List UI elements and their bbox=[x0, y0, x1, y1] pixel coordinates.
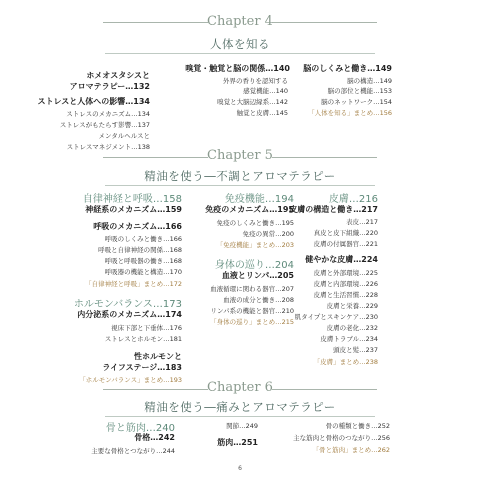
toc-entry[interactable]: 脳の構造…149 bbox=[347, 77, 392, 85]
toc-section[interactable]: ホルモンバランス…173 bbox=[73, 299, 182, 310]
toc-entry[interactable]: 脳のネットワーク…154 bbox=[321, 98, 392, 106]
toc-entry[interactable]: 免疫のメカニズム…195 bbox=[205, 205, 294, 214]
toc-entry[interactable]: 皮膚と栄養…229 bbox=[326, 302, 378, 310]
toc-entry[interactable]: 免疫のしくみと働き…195 bbox=[216, 219, 294, 227]
chapter-rule-left bbox=[103, 389, 208, 390]
toc-entry[interactable]: ストレスマネジメント…138 bbox=[66, 143, 150, 151]
toc-entry[interactable]: 皮膚と外部環境…225 bbox=[313, 269, 378, 277]
toc-entry[interactable]: 神経系のメカニズム…159 bbox=[85, 205, 182, 214]
toc-entry[interactable]: 皮膚の構造と働き…217 bbox=[289, 205, 378, 214]
chapter-4-title: 人体を知る bbox=[210, 37, 270, 51]
toc-entry[interactable]: 嗅覚・触覚と脳の関係…140 bbox=[185, 64, 290, 73]
toc-entry[interactable]: 関節…249 bbox=[226, 422, 258, 430]
toc-entry[interactable]: 感覚機能…140 bbox=[243, 87, 288, 95]
toc-section[interactable]: 免疫機能…194 bbox=[224, 194, 294, 205]
toc-entry[interactable]: 皮膚と内部環境…226 bbox=[313, 280, 378, 288]
chapter-6-label: Chapter 6 bbox=[207, 380, 273, 395]
toc-entry[interactable]: リンパ系の機能と器官…210 bbox=[210, 307, 294, 315]
toc-entry[interactable]: 呼吸と呼吸器の働き…168 bbox=[104, 257, 182, 265]
chapter-6-title-underline bbox=[105, 416, 375, 417]
toc-entry[interactable]: 「皮膚」まとめ…238 bbox=[313, 358, 378, 366]
toc-entry[interactable]: ストレスと人体への影響…134 bbox=[37, 97, 150, 106]
toc-entry[interactable]: ライフステージ…183 bbox=[102, 363, 182, 372]
toc-section[interactable]: 皮膚…216 bbox=[328, 194, 378, 205]
toc-entry[interactable]: 血液とリンパ…205 bbox=[221, 271, 294, 280]
toc-entry[interactable]: 呼吸器の機能と構造…170 bbox=[104, 268, 182, 276]
toc-entry[interactable]: ストレスとホルモン…181 bbox=[104, 335, 182, 343]
toc-entry[interactable]: 呼吸のメカニズム…166 bbox=[93, 222, 182, 231]
chapter-4-label: Chapter 4 bbox=[207, 14, 273, 29]
chapter-rule-left bbox=[103, 157, 208, 158]
toc-section[interactable]: 身体の巡り…204 bbox=[214, 260, 294, 271]
toc-entry[interactable]: 「身体の巡り」まとめ…215 bbox=[210, 318, 294, 326]
toc-entry[interactable]: 皮膚の老化…232 bbox=[326, 324, 378, 332]
toc-entry[interactable]: 外界の香りを認知する bbox=[223, 77, 288, 85]
toc-entry[interactable]: 嗅覚と大脳辺縁系…142 bbox=[217, 98, 288, 106]
toc-entry[interactable]: 内分泌系のメカニズム…174 bbox=[77, 310, 182, 319]
toc-entry[interactable]: 脳の部位と機能…153 bbox=[327, 87, 392, 95]
toc-entry[interactable]: 骨の種類と働き…252 bbox=[325, 422, 390, 430]
toc-entry[interactable]: ストレスのメカニズム…134 bbox=[66, 110, 150, 118]
toc-entry[interactable]: 真皮と皮下組織…220 bbox=[313, 229, 378, 237]
toc-entry[interactable]: 「骨と筋肉」まとめ…262 bbox=[312, 446, 390, 454]
toc-entry[interactable]: 免疫の異常…200 bbox=[242, 230, 294, 238]
toc-entry[interactable]: 筋肉…251 bbox=[217, 438, 258, 447]
chapter-6-title: 精油を使う―痛みとアロマテラピー bbox=[144, 400, 336, 414]
page-number: 6 bbox=[238, 465, 242, 472]
chapter-5-label: Chapter 5 bbox=[207, 148, 273, 163]
chapter-rule-right bbox=[272, 22, 377, 23]
toc-entry[interactable]: 「ホルモンバランス」まとめ…193 bbox=[79, 376, 182, 384]
toc-entry[interactable]: アロマテラピー…132 bbox=[69, 82, 150, 91]
toc-entry[interactable]: 健やかな皮膚…224 bbox=[305, 255, 378, 264]
chapter-5-title-underline bbox=[105, 185, 375, 186]
toc-entry[interactable]: 主要な骨格とつながり…244 bbox=[91, 447, 175, 455]
toc-entry[interactable]: 血液の成分と働き…208 bbox=[223, 296, 294, 304]
toc-entry[interactable]: 表皮…217 bbox=[346, 218, 378, 226]
chapter-rule-right bbox=[272, 157, 377, 158]
chapter-5-title: 精油を使う―不調とアロマテラピー bbox=[144, 169, 336, 183]
toc-entry[interactable]: 呼吸のしくみと働き…166 bbox=[104, 235, 182, 243]
chapter-rule-left bbox=[103, 22, 208, 23]
toc-entry[interactable]: 皮膚の付属器官…221 bbox=[313, 240, 378, 248]
chapter-4-title-underline bbox=[105, 53, 375, 54]
toc-entry[interactable]: 主な筋肉と骨格のつながり…256 bbox=[293, 434, 390, 442]
toc-entry[interactable]: メンタルヘルスと bbox=[98, 132, 150, 140]
toc-entry[interactable]: 肌タイプとスキンケア…230 bbox=[294, 313, 378, 321]
toc-entry[interactable]: 呼吸と自律神経の関係…168 bbox=[98, 246, 182, 254]
toc-entry[interactable]: 触覚と皮膚…145 bbox=[236, 109, 288, 117]
toc-entry[interactable]: 視床下部と下垂体…176 bbox=[111, 324, 182, 332]
toc-entry[interactable]: 脳のしくみと働き…149 bbox=[303, 64, 392, 73]
toc-section[interactable]: 自律神経と呼吸…158 bbox=[82, 194, 182, 205]
toc-entry[interactable]: 「免疫機能」まとめ…203 bbox=[216, 241, 294, 249]
toc-entry[interactable]: ストレスがもたらす影響…137 bbox=[59, 121, 150, 129]
toc-entry[interactable]: 骨格…242 bbox=[134, 433, 175, 442]
toc-entry[interactable]: 「自律神経と呼吸」まとめ…172 bbox=[85, 280, 182, 288]
toc-entry[interactable]: 「人体を知る」まとめ…156 bbox=[308, 109, 392, 117]
toc-entry[interactable]: ホメオスタシスと bbox=[86, 71, 150, 80]
toc-entry[interactable]: 皮膚と生活習慣…228 bbox=[313, 291, 378, 299]
toc-entry[interactable]: 頭皮と髪…237 bbox=[333, 346, 378, 354]
toc-entry[interactable]: 血液循環に関わる器官…207 bbox=[210, 285, 294, 293]
toc-entry[interactable]: 皮膚トラブル…234 bbox=[320, 335, 378, 343]
toc-entry[interactable]: 性ホルモンと bbox=[134, 352, 182, 361]
toc-section[interactable]: 骨と筋肉…240 bbox=[105, 423, 175, 434]
chapter-rule-right bbox=[272, 389, 377, 390]
